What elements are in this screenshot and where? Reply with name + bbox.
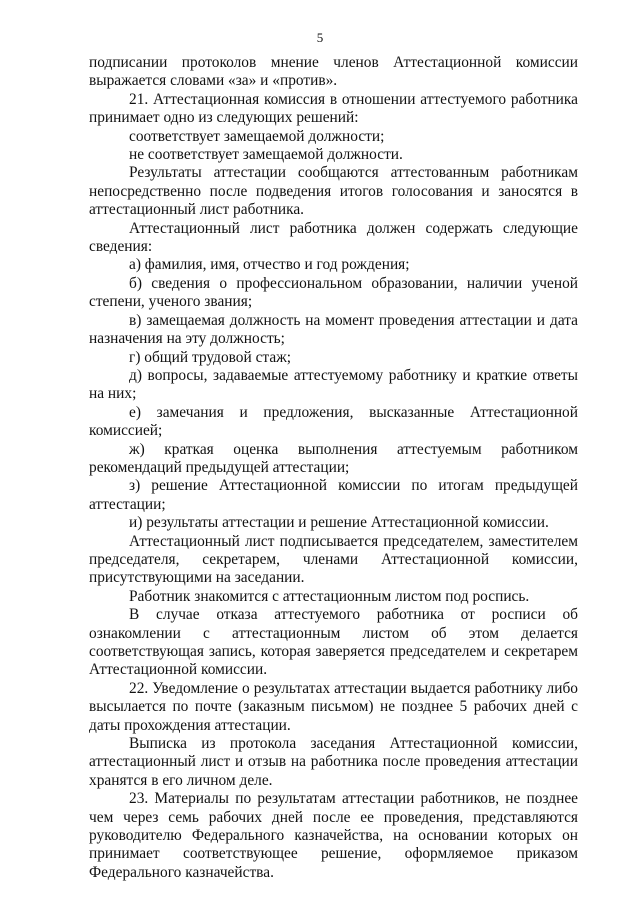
paragraph-refusal: В случае отказа аттестуемого работника от росписи об ознакомлении с аттестационным листом об этом делается соответствующая запись, которая заверяется председателем и секретарем Аттестационной комиссии. xyxy=(89,606,578,679)
paragraph-clause-21: 21. Аттестационная комиссия в отношении аттестуемого работника принимает одно из следующих решений: xyxy=(89,90,578,127)
list-item-z: з) решение Аттестационной комиссии по итогам предыдущей аттестации; xyxy=(89,477,578,513)
paragraph-clause-23: 23. Материалы по результатам аттестации работников, не позднее чем через семь рабочих дней после ее проведения, представляются руководителю Федерального казначейства, на основании которых он принимает соответствующее решение, оформляемое приказом Федерального казначейства. xyxy=(89,790,578,881)
list-item-a: а) фамилия, имя, отчество и год рождения; xyxy=(129,256,410,274)
list-item-g: г) общий трудовой стаж; xyxy=(129,348,292,366)
paragraph-results: Результаты аттестации сообщаются аттестованным работникам непосредственно после подведения итогов голосования и заносятся в аттестационный лист работника. xyxy=(89,164,578,219)
paragraph-extract: Выписка из протокола заседания Аттестационной комиссии, аттестационный лист и отзыв на работника после проведения аттестации хранятся в его личном деле. xyxy=(89,735,578,789)
list-item-b: б) сведения о профессиональном образовании, наличии ученой степени, ученого звания; xyxy=(89,274,578,311)
list-item-e: е) замечания и предложения, высказанные Аттестационной комиссией; xyxy=(89,403,578,440)
paragraph-signatures: Аттестационный лист подписывается председателем, заместителем председателя, секретарем, членами Аттестационной комиссии, присутствующими на заседании. xyxy=(89,532,578,587)
paragraph-clause-22: 22. Уведомление о результатах аттестации выдается работнику либо высылается по почте (заказным письмом) не позднее 5 рабочих дней с даты прохождения аттестации. xyxy=(89,679,578,734)
page-number: 5 xyxy=(316,30,324,45)
paragraph-acknowledgement: Работник знакомится с аттестационным листом под роспись. xyxy=(129,587,530,605)
paragraph-sheet-contents: Аттестационный лист работника должен содержать следующие сведения: xyxy=(89,219,578,256)
list-item-v: в) замещаемая должность на момент проведения аттестации и дата назначения на эту должность; xyxy=(89,311,578,348)
list-item-i: и) результаты аттестации и решение Аттестационной комиссии. xyxy=(129,514,549,532)
document-body xyxy=(89,54,578,882)
paragraph-continuation: подписании протоколов мнение членов Аттестационной комиссии выражается словами «за» и «против». xyxy=(89,54,578,90)
decision-option-1: соответствует замещаемой должности; xyxy=(129,127,385,145)
list-item-zh: ж) краткая оценка выполнения аттестуемым работником рекомендаций предыдущей аттестации; xyxy=(89,440,578,476)
list-item-d: д) вопросы, задаваемые аттестуемому работнику и краткие ответы на них; xyxy=(89,366,578,403)
decision-option-2: не соответствует замещаемой должности. xyxy=(129,146,403,164)
